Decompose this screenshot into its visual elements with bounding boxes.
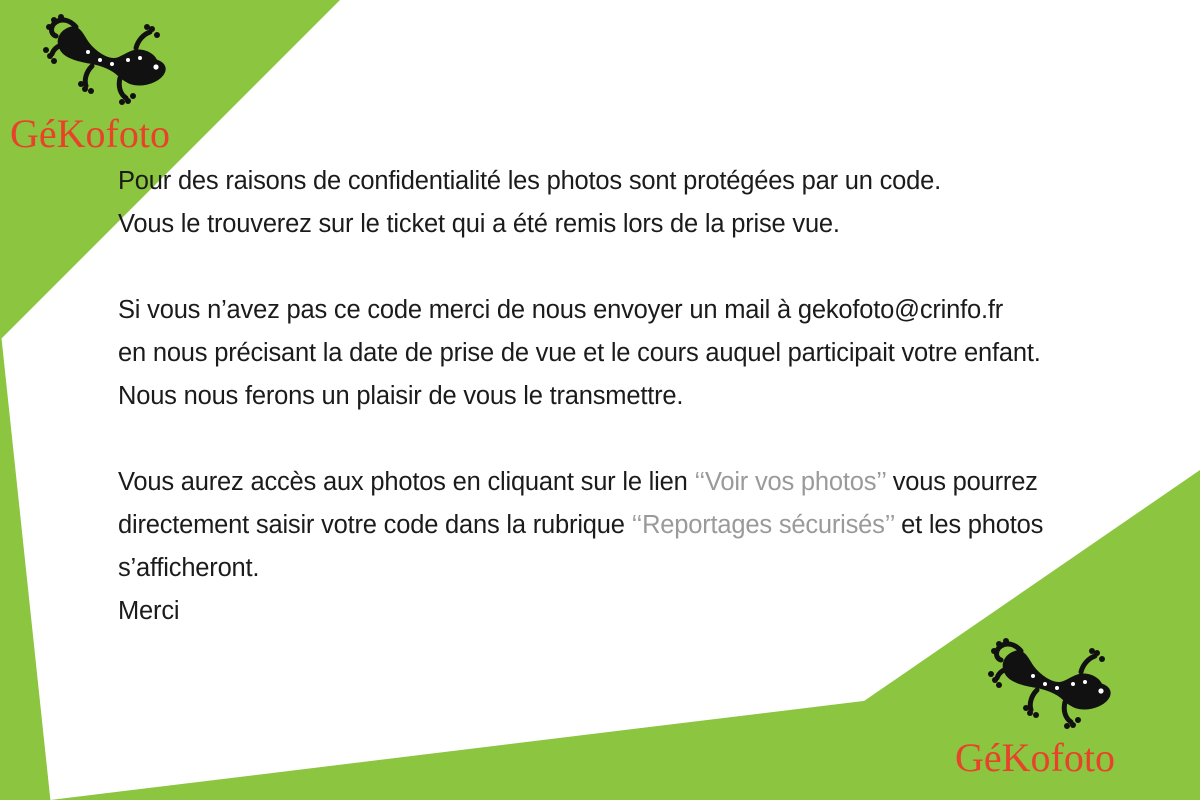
logo-wordmark-part2: foto bbox=[105, 111, 170, 156]
paragraph-2-line-1: Si vous n’avez pas ce code merci de nous envoyer un mail à gekofoto@crinfo.fr bbox=[118, 296, 1004, 324]
closing-line: Merci bbox=[118, 597, 180, 625]
paragraph-2-line-2: en nous précisant la date de prise de vue et le cours auquel participait votre enfant. bbox=[118, 339, 1041, 367]
message-body bbox=[118, 160, 1118, 633]
logo-top bbox=[10, 14, 240, 164]
paragraph-3-text-before-link: Vous aurez accès aux photos en cliquant sur le lien bbox=[118, 468, 695, 496]
paragraph-3-text-after-link: vous pourrez bbox=[885, 468, 1038, 496]
logo-wordmark-part1: GéKo bbox=[955, 735, 1051, 780]
paragraph-spacer bbox=[118, 246, 1118, 289]
reportages-securises-label[interactable]: ‘‘Reportages sécurisés’’ bbox=[631, 511, 895, 539]
paragraph-3-text-before-section: directement saisir votre code dans la rubrique bbox=[118, 511, 632, 539]
gecko-icon bbox=[40, 14, 180, 114]
paragraph-3-line-3: s’afficheront. bbox=[118, 554, 260, 582]
paragraph-3-line-2 bbox=[118, 504, 1118, 547]
paragraph-1-line-1: Pour des raisons de confidentialité les photos sont protégées par un code. bbox=[118, 167, 941, 195]
logo-wordmark-top bbox=[10, 110, 240, 157]
logo-wordmark-part2: foto bbox=[1050, 735, 1115, 780]
logo-wordmark-bottom bbox=[955, 734, 1185, 781]
logo-bottom bbox=[955, 638, 1185, 788]
paragraph-spacer bbox=[118, 418, 1118, 461]
paragraph-1-line-2: Vous le trouverez sur le ticket qui a été remis lors de la prise vue. bbox=[118, 210, 840, 238]
paragraph-2-line-3: Nous nous ferons un plaisir de vous le transmettre. bbox=[118, 382, 684, 410]
paragraph-3-line-1 bbox=[118, 461, 1118, 504]
voir-vos-photos-link-label[interactable]: ‘‘Voir vos photos’’ bbox=[694, 468, 886, 496]
logo-wordmark-part1: GéKo bbox=[10, 111, 106, 156]
gecko-icon bbox=[985, 638, 1125, 738]
paragraph-3-text-after-section: et les photos bbox=[894, 511, 1044, 539]
